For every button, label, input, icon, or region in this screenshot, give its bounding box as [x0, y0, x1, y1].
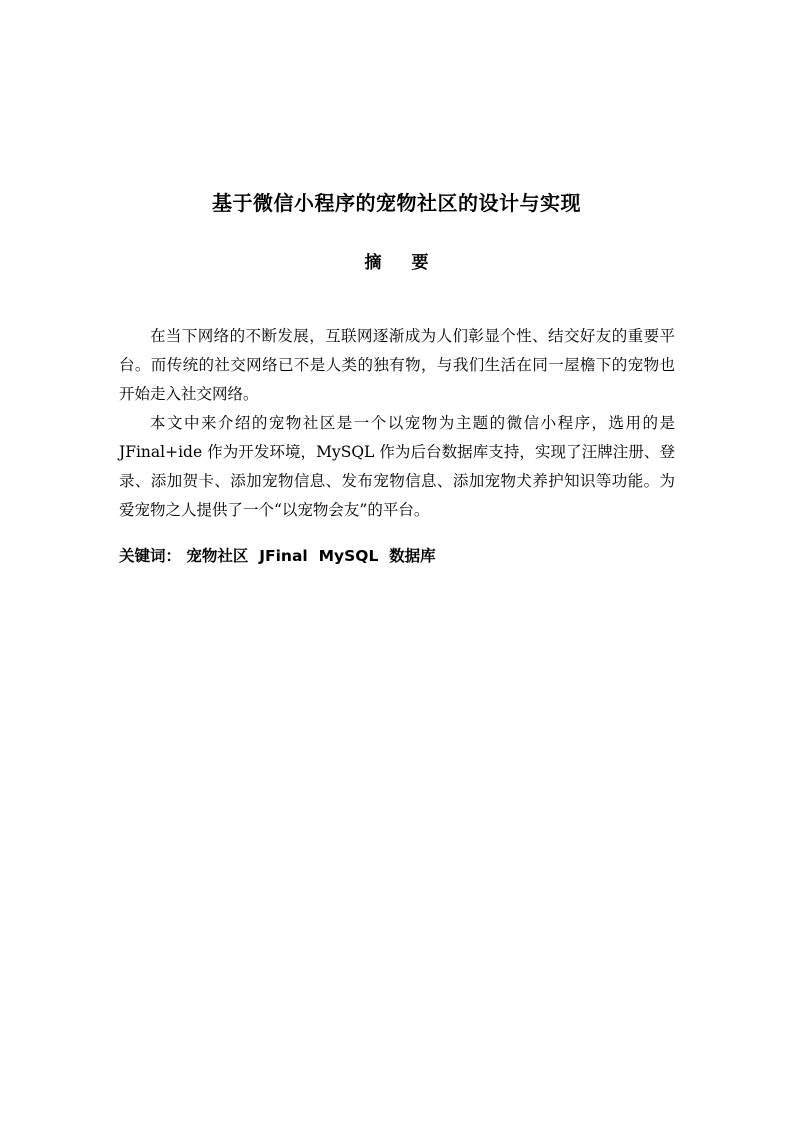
keyword-item: JFinal	[259, 547, 308, 565]
keywords-line	[119, 542, 675, 571]
paper-title: 基于微信小程序的宠物社区的设计与实现	[212, 191, 581, 215]
abstract-body	[119, 322, 675, 525]
keyword-item: 数据库	[389, 547, 436, 565]
abstract-paragraph-2: 本文中来介绍的宠物社区是一个以宠物为主题的微信小程序，选用的是 JFinal+ide 作为开发环境，MySQL 作为后台数据库支持，实现了汪牌注册、登录、添加贺卡、添加宠物信息、发布宠物信息、添加宠物犬养护知识等功能。为爱宠物之人提供了一个“以宠物会友”的平台。	[119, 414, 675, 519]
keyword-item: MySQL	[318, 547, 379, 565]
abstract-paragraph-1: 在当下网络的不断发展，互联网逐渐成为人们彰显个性、结交好友的重要平台。而传统的社交网络已不是人类的独有物，与我们生活在同一屋檐下的宠物也开始走入社交网络。	[119, 327, 675, 403]
keyword-item: 宠物社区	[186, 547, 249, 565]
keywords-label: 关键词：	[119, 547, 182, 565]
abstract-heading: 摘 要	[364, 253, 441, 273]
